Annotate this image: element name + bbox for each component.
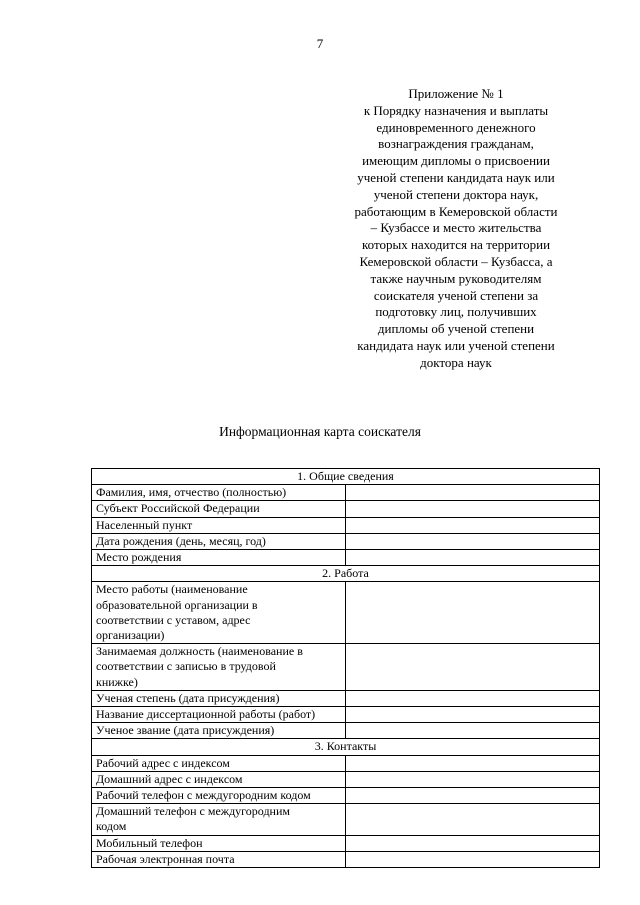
table-row [92,533,600,549]
card-title: Информационная карта соискателя [219,424,421,439]
appendix-line: к Порядку назначения и выплаты [363,102,549,118]
appendix-line: подготовку лиц, получивших [375,304,537,320]
section-title: 2. Работа [92,566,600,582]
section-header-row [92,469,600,485]
row-value-cell[interactable] [345,707,599,723]
appendix-line: Приложение № 1 [408,86,504,101]
row-label [92,804,346,835]
row-label-line: книжке) [96,674,138,689]
table-row [92,804,600,835]
row-label: Рабочий телефон с междугородним кодом [92,788,346,804]
appendix-line: соискателя ученой степени за [373,287,539,303]
row-label: Ученая степень (дата присуждения) [92,690,346,706]
appendix-line: дипломы об ученой степени [377,321,535,337]
row-label: Место рождения [92,550,346,566]
applicant-info-table [91,468,600,868]
row-value-cell[interactable] [345,835,599,851]
appendix-line: Кемеровской области – Кузбасса, а [359,253,553,269]
row-label: Мобильный телефон [92,835,346,851]
row-label-line: кодом [96,819,127,834]
row-value-cell[interactable] [345,517,599,533]
table-row [92,644,600,691]
table-row [92,690,600,706]
row-label: Домашний адрес с индексом [92,771,346,787]
page-number: 7 [316,36,324,51]
table-row [92,835,600,851]
row-label: Название диссертационной работы (работ) [92,707,346,723]
table-row [92,501,600,517]
appendix-line: также научным руководителям [370,270,542,286]
row-label: Ученое звание (дата присуждения) [92,723,346,739]
section-title: 1. Общие сведения [92,469,600,485]
row-label: Рабочий адрес с индексом [92,755,346,771]
table-row [92,755,600,771]
table-row [92,723,600,739]
row-label [92,644,346,691]
row-value-cell[interactable] [345,501,599,517]
row-label-line: соответствии с записью в трудовой [96,659,276,674]
appendix-line: доктора наук [420,354,492,370]
row-label-line: организации) [96,628,165,643]
row-label: Фамилия, имя, отчество (полностью) [92,485,346,501]
table-row [92,851,600,867]
section-header-row [92,566,600,582]
appendix-line: кандидата наук или ученой степени [357,337,555,353]
row-value-cell[interactable] [345,723,599,739]
row-label: Населенный пункт [92,517,346,533]
row-label: Субъект Российской Федерации [92,501,346,517]
row-value-cell[interactable] [345,485,599,501]
table-row [92,517,600,533]
row-label-line: соответствии с уставом, адрес [96,612,251,627]
row-value-cell[interactable] [345,755,599,771]
row-label-line: Домашний телефон с междугородним [96,804,290,819]
row-label-line: Занимаемая должность (наименование в [96,644,303,659]
row-label: Рабочая электронная почта [92,851,346,867]
row-value-cell[interactable] [345,771,599,787]
row-label-line: образовательной организации в [96,597,258,612]
table-row [92,485,600,501]
row-value-cell[interactable] [345,550,599,566]
row-value-cell[interactable] [345,582,599,644]
row-value-cell[interactable] [345,644,599,691]
section-header-row [92,739,600,755]
appendix-line: ученой степени доктора наук, [373,186,539,202]
appendix-line: работающим в Кемеровской области [354,203,558,219]
table-row [92,788,600,804]
appendix-line: – Кузбассе и место жительства [370,220,542,236]
table-row [92,550,600,566]
table-row [92,582,600,644]
appendix-line: вознаграждения гражданам, [378,136,534,152]
table-row [92,771,600,787]
appendix-line: имеющим дипломы о присвоении [362,153,550,169]
row-value-cell[interactable] [345,788,599,804]
section-title: 3. Контакты [92,739,600,755]
table-row [92,707,600,723]
row-value-cell[interactable] [345,804,599,835]
appendix-line: единовременного денежного [376,119,536,135]
row-value-cell[interactable] [345,690,599,706]
row-value-cell[interactable] [345,851,599,867]
row-value-cell[interactable] [345,533,599,549]
appendix-line: ученой степени кандидата наук или [357,169,555,185]
appendix-header [340,86,572,372]
row-label-line: Место работы (наименование [96,582,248,597]
appendix-line: которых находится на территории [361,237,551,253]
row-label: Дата рождения (день, месяц, год) [92,533,346,549]
row-label [92,582,346,644]
